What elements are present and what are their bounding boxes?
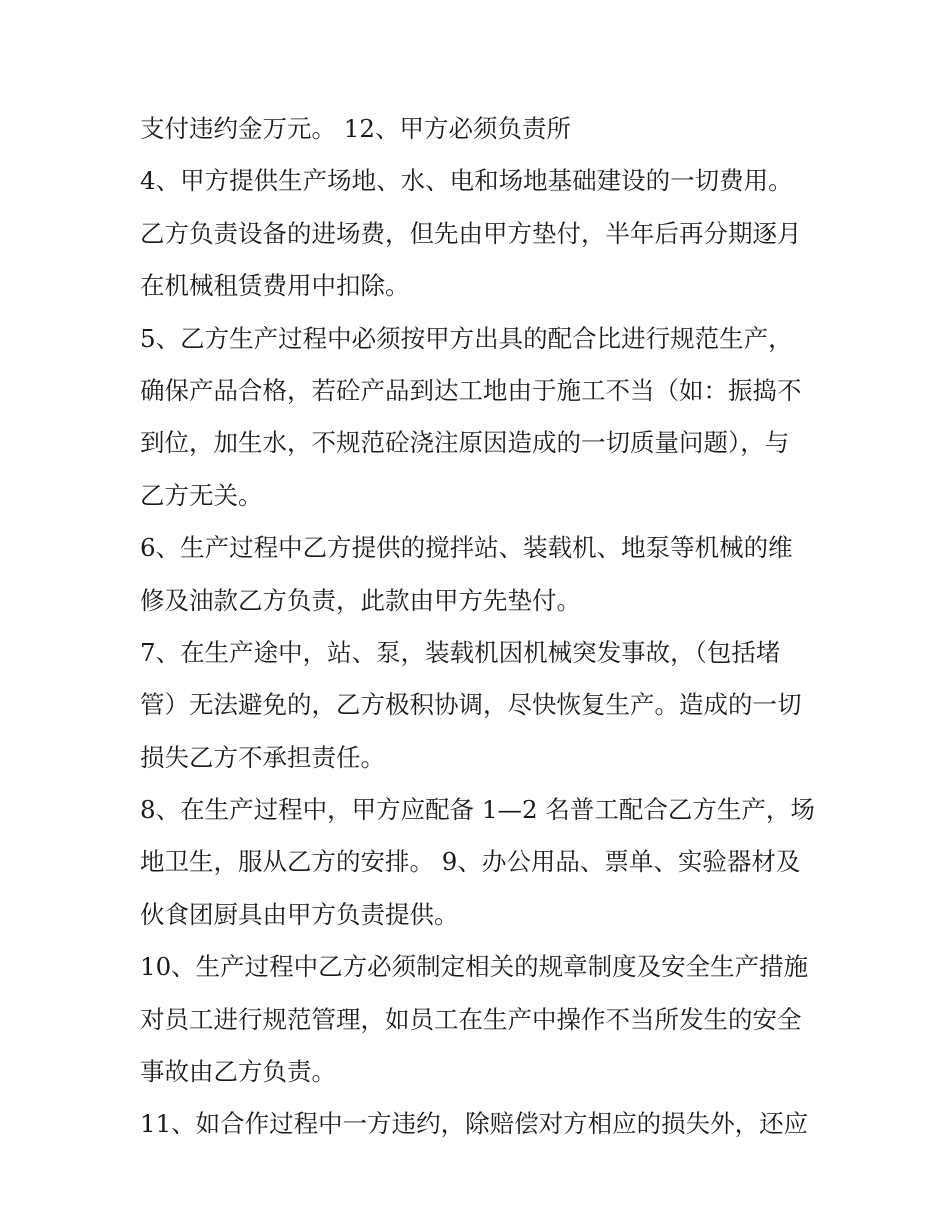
text-line: 支付违约金万元。 12、甲方必须负责所 bbox=[140, 114, 571, 143]
text-line: 管）无法避免的，乙方极积协调，尽快恢复生产。造成的一切 bbox=[140, 690, 802, 720]
text-line: 8、在生产过程中，甲方应配备 1—2 名普工配合乙方生产，场 bbox=[140, 795, 815, 825]
text-line: 事故由乙方负责。 bbox=[140, 1057, 336, 1087]
text-line: 到位，加生水，不规范砼浇注原因造成的一切质量问题），与 bbox=[140, 428, 790, 458]
text-line: 10、生产过程中乙方必须制定相关的规章制度及安全生产措施 bbox=[140, 952, 809, 982]
text-line: 确保产品合格，若砼产品到达工地由于施工不当（如：振捣不 bbox=[140, 375, 802, 405]
text-line: 修及油款乙方负责，此款由甲方先垫付。 bbox=[140, 585, 581, 615]
text-line: 乙方负责设备的进场费，但先由甲方垫付，半年后再分期逐月 bbox=[140, 218, 802, 248]
text-line: 乙方无关。 bbox=[140, 480, 263, 510]
text-line: 对员工进行规范管理，如员工在生产中操作不当所发生的安全 bbox=[140, 1004, 802, 1034]
document-body bbox=[140, 108, 820, 1156]
text-line: 在机械租赁费用中扣除。 bbox=[140, 271, 410, 301]
text-line: 11、如合作过程中一方违约，除赔偿对方相应的损失外，还应 bbox=[140, 1109, 809, 1139]
text-line: 伙食团厨具由甲方负责提供。 bbox=[140, 899, 459, 929]
text-line: 损失乙方不承担责任。 bbox=[140, 742, 385, 772]
text-line: 5、乙方生产过程中必须按甲方出具的配合比进行规范生产， bbox=[140, 323, 793, 353]
text-line: 地卫生，服从乙方的安排。 9、办公用品、票单、实验器材及 bbox=[140, 847, 801, 877]
text-line: 7、在生产途中，站、泵，装载机因机械突发事故，（包括堵 bbox=[140, 637, 781, 667]
text-line: 4、甲方提供生产场地、水、电和场地基础建设的一切费用。 bbox=[140, 166, 793, 196]
text-line: 6、生产过程中乙方提供的搅拌站、装载机、地泵等机械的维 bbox=[140, 533, 793, 563]
